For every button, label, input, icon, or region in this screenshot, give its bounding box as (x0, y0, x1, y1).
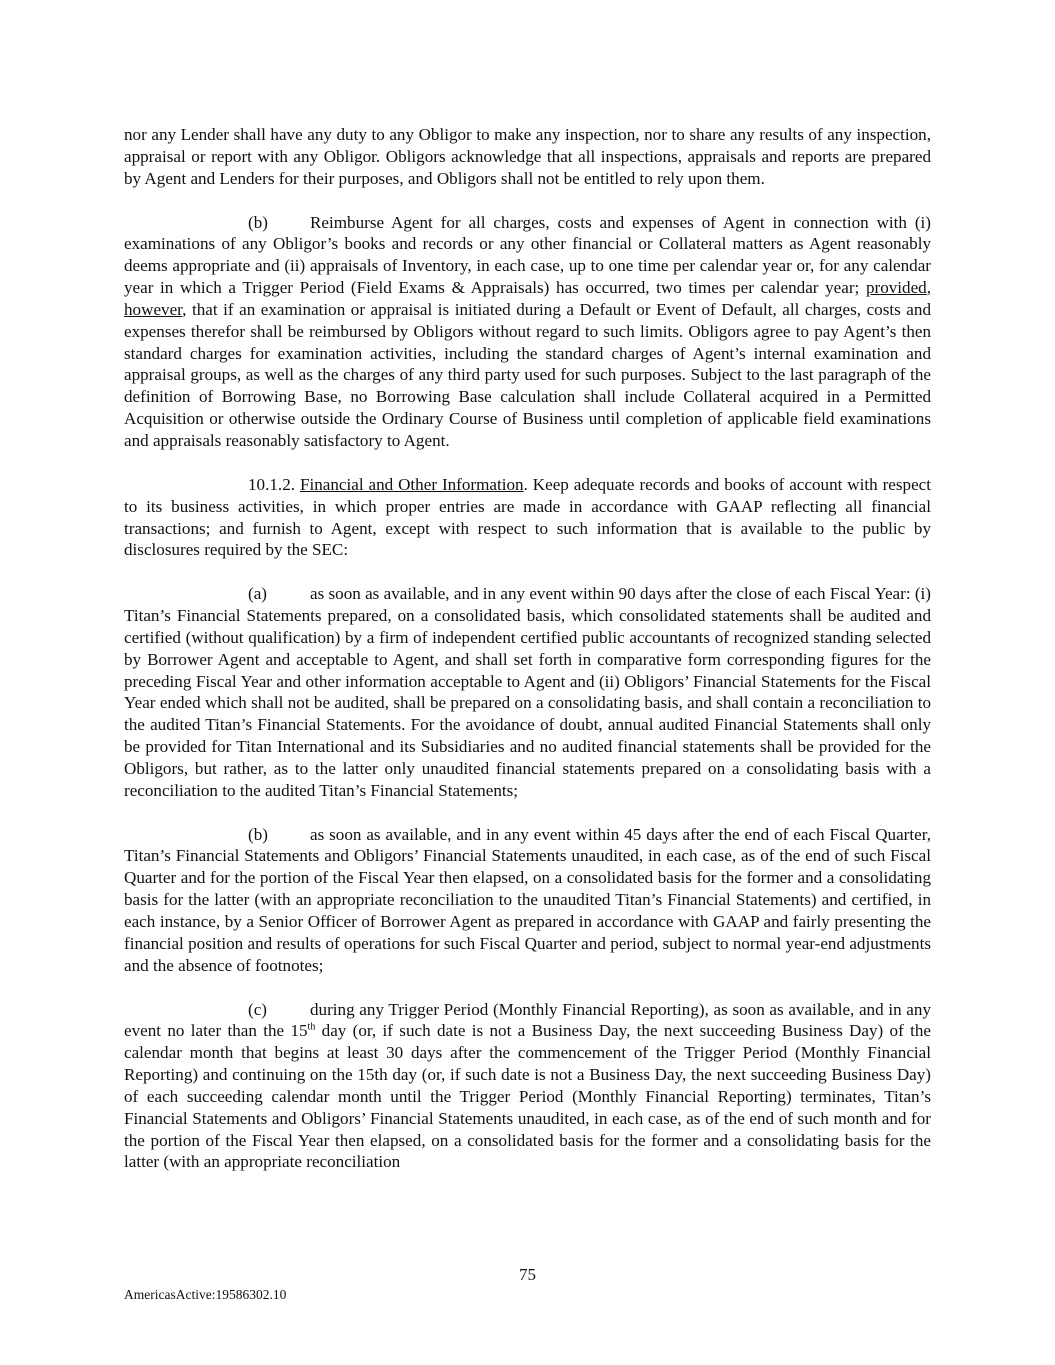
item-b (124, 824, 931, 977)
item-label-c: (c) (248, 999, 267, 1019)
item-c-text-cont: day (or, if such date is not a Business Day, the next succeeding Business Day) of the calendar month that begins at least 30 days after the commencement of the Trigger Period (Monthly Financial Reporting) and continuing on the 15th day (or, if such date is not a Business Day, the next succeeding Business Day) of each succeeding calendar month until the Trigger Period (Monthly Financial Reporting) terminates, Titan’s Financial Statements and Obligors’ Financial Statements unaudited, in each case, as of the end of such month and for the portion of the Fiscal Year then elapsed, on a consolidated basis for the former and a consolidating basis for the latter (with an appropriate reconciliation (124, 1021, 932, 1172)
item-c-text: during any Trigger Period (Monthly Financial Reporting), as soon as available, and in any event no later than the 15 (124, 999, 931, 1041)
section-number: 10.1.2. (248, 474, 296, 494)
item-b-text: as soon as available, and in any event within 45 days after the end of each Fiscal Quarter, Titan’s Financial Statements and Obligors’ Financial Statements unaudited, in each case, as of the end of such Fiscal Quarter and for the portion of the Fiscal Year then elapsed, on a consolidated basis for the former and a consolidating basis for the latter (with an appropriate reconciliation to the unaudited Titan’s Financial Statements) and certified, in each instance, by a Senior Officer of Borrower Agent as prepared in accordance with GAAP and fairly presenting the financial position and results of operations for such Fiscal Quarter and period, subject to normal year-end adjustments and the absence of footnotes; (124, 824, 931, 975)
paragraph-b-comma: , (926, 278, 931, 298)
section-heading: Financial and Other Information (299, 474, 524, 494)
item-c (124, 999, 931, 1174)
paragraph-b-text-cont: , that if an examination or appraisal is initiated during a Default or Event of Default, all charges, costs and expenses therefor shall be reimbursed by Obligors without regard to such limits. Obligors agree to pay Agent’s then standard charges for examination activities, including the standard charges of Agent’s internal examination and appraisal groups, as well as the charges of any third party used for such purposes. Subject to the last paragraph of the definition of Borrowing Base, no Borrowing Base calculation shall include Collateral acquired in a Permitted Acquisition or otherwise outside the Ordinary Course of Business until completion of applicable field examinations and appraisals reasonably satisfactory to Agent. (124, 299, 931, 450)
item-a (124, 583, 931, 801)
paragraph-continuation (124, 124, 931, 190)
however-term: however (124, 299, 183, 319)
item-label-b2: (b) (248, 824, 268, 844)
document-body (124, 124, 931, 1195)
paragraph-continuation-text: nor any Lender shall have any duty to any Obligor to make any inspection, nor to share any results of any inspection, appraisal or report with any Obligor. Obligors acknowledge that all inspections, appraisals and reports are prepared by Agent and Lenders for their purposes, and Obligors shall not be entitled to rely upon them. (124, 125, 931, 188)
page-number: 75 (519, 1265, 536, 1284)
section-10-1-2 (124, 474, 931, 561)
provided-term: provided (865, 278, 927, 298)
item-label-a: (a) (248, 584, 267, 604)
section-text: . Keep adequate records and books of account with respect to its business activities, in which proper entries are made in accordance with GAAP reflecting all financial transactions; and furnish to Agent, except with respect to such information that is available to the public by disclosures required by the SEC: (124, 474, 932, 560)
document-id: AmericasActive:19586302.10 (124, 1287, 287, 1302)
item-label-b: (b) (248, 212, 268, 232)
paragraph-b-text: Reimburse Agent for all charges, costs and expenses of Agent in connection with (i) examinations of any Obligor’s books and records or any other financial or Collateral matters as Agent reasonably deems appropriate and (ii) appraisals of Inventory, in each case, up to one time per calendar year or, for any calendar year in which a Trigger Period (Field Exams & Appraisals) has occurred, two times per calendar year; (124, 212, 931, 298)
paragraph-b-reimburse (124, 212, 931, 452)
ordinal-suffix: th (307, 1021, 316, 1033)
item-a-text: as soon as available, and in any event within 90 days after the close of each Fiscal Year: (i) Titan’s Financial Statements prepared, on a consolidated basis, which consolidated statements shall be audited and certified (without qualification) by a firm of independent certified public accountants of recognized standing selected by Borrower Agent and acceptable to Agent, and shall set forth in comparative form corresponding figures for the preceding Fiscal Year and other information acceptable to Agent and (ii) Obligors’ Financial Statements for the Fiscal Year ended which shall not be audited, shall be prepared on a consolidating basis, and shall contain a reconciliation to the audited Titan’s Financial Statements. For the avoidance of doubt, annual audited Financial Statements shall only be provided for Titan International and its Subsidiaries and no audited financial statements shall be provided for the Obligors, but rather, as to the latter only unaudited financial statements prepared on a consolidating basis with a reconciliation to the audited Titan’s Financial Statements; (124, 584, 931, 800)
